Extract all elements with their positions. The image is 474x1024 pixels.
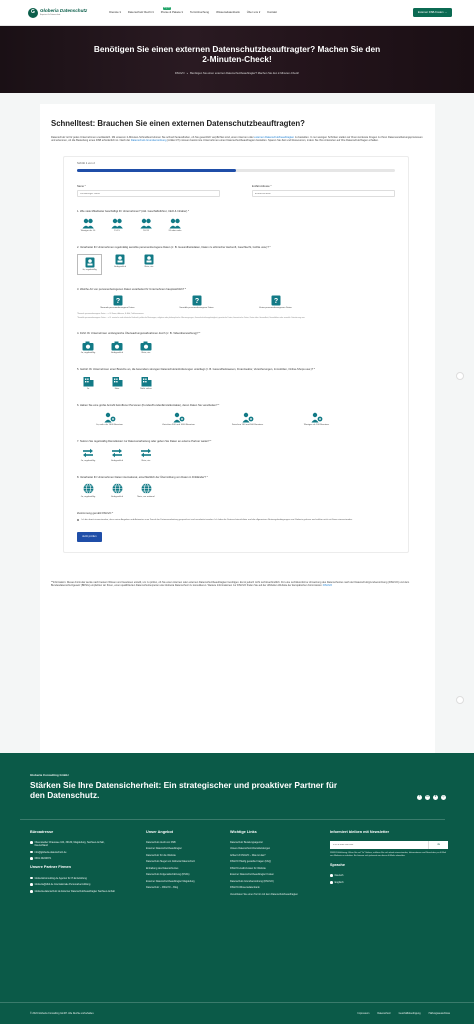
q5-option[interactable] <box>106 376 128 391</box>
question-1-text: 1. Wie viele Mitarbeiter beschäftigt Ihr Unternehmen? (inkl. Geschäftsführer, CEO & Inhaber) * <box>77 210 190 214</box>
q4-option[interactable] <box>106 340 128 355</box>
q3-option-label: Keine personenbezogenen Daten <box>259 307 292 310</box>
info-text <box>51 581 423 589</box>
name-label: Name * <box>77 184 86 188</box>
floating-action-button[interactable] <box>456 696 464 704</box>
q7-option-label: Gelegentlich <box>110 459 124 462</box>
question-6-text: 6. Haben Sie eine große Anzahl betroffener Personen (Kunden/Kunden/Einzelkontakte), deren Daten Sie verarbeiten? * <box>77 404 220 408</box>
q1-option-label: Weniger als 10 <box>80 229 96 232</box>
svg-text:?: ? <box>115 298 120 306</box>
q2-option-label: Nein, nie <box>144 265 154 268</box>
step-indicator: Schritt 1 von 2 <box>77 161 95 166</box>
q3-option-label: Normale personenbezogene Daten <box>100 307 135 310</box>
q3-note-normal: *Normale personenbezogene Daten – z. B. Name, Adresse, E-Mail, Telefonnummer. <box>77 313 144 316</box>
question-icon <box>112 295 124 306</box>
footer-bottom-bar <box>0 1002 474 1024</box>
users-gear-icon <box>173 412 185 423</box>
globe-icon <box>82 483 94 494</box>
question-7 <box>77 440 395 463</box>
q4-option-label: Nein, nie <box>141 352 151 355</box>
social-links <box>417 795 446 800</box>
mail-icon <box>30 851 33 854</box>
section-title: Schnelltest: Brauchen Sie einen externen Datenschutzbeauftragten? <box>51 119 305 128</box>
nav-badge: Angebot <box>163 6 171 9</box>
nav-preise-pakete[interactable] <box>160 6 183 15</box>
language-title: Sprache <box>330 862 345 867</box>
imprint-link[interactable]: Impressum <box>357 1011 370 1015</box>
submit-button[interactable]: Jetzt prüfen <box>77 532 102 542</box>
info-body: **Information: Dieses Formular wurde nach bestem Wissen und Gewissen erstellt, um zu prüfen, ob Sie einen internen oder externen Datenschutzbeauftragten benötigen. Es ist jedoch nicht rechtsverbindlich. Für eine rechtskonforme Umsetzung des Datenschutzes nach der Datenschutzgrundverordnung (DSGVO) und dem Bundesdatenschutzgesetz (BDSG) empfehlen wir Ihnen, einen qualifizierten Datenschutzexperten wie Globeria Datenschutz zu konsultieren. Weitere Informationen zur DSGVO finden Sie auf der offiziellen Website der Europäischen Kommission: <box>51 580 410 588</box>
q3-option-label: Sensible personenbezogene Daten <box>179 307 214 310</box>
q1-option-label: 11-15 <box>114 229 120 232</box>
question-8-text: 8. Verarbeitet Ihr Unternehmen Daten international, einschließlich der Übermittlung von Daten in Drittländer? * <box>77 475 208 479</box>
q4-option[interactable] <box>135 340 157 355</box>
q7-option[interactable] <box>77 448 99 463</box>
dsb-kosten-button[interactable]: Externer DSB-Kosten → <box>413 8 452 16</box>
offer-link[interactable]: Einhaltung des Datenschutzes <box>146 866 179 870</box>
partner-icon <box>30 883 33 886</box>
footer-link[interactable]: Unsere Datenschutz-Dienstleistungen <box>230 847 271 851</box>
q2-option[interactable] <box>77 254 102 275</box>
page-title: Benötigen Sie einen externen Datenschutzbeauftragter? Machen Sie den 2-Minuten-Check! <box>93 43 381 65</box>
q3-option[interactable] <box>243 295 308 310</box>
intro-part-2: zu bestellen. In nur wenigen Schritten stellen wir Ihnen konkrete Fragen zu Ihren Datenverarbeitungsprozessen und erkennen, ob die Bestellung eines DSB erforderlich ist. Nach der <box>51 135 423 143</box>
intro-link-dsgvo[interactable]: Datenschutz-Grundverordnung <box>130 139 167 143</box>
q2-option-label: Gelegentlich <box>113 265 127 268</box>
nav-ueber-uns[interactable]: Über uns ▾ <box>246 9 261 14</box>
logo-tagline: Experten für Datenschutz <box>40 14 61 17</box>
people-icon <box>111 218 123 229</box>
footer-tagline: Stärken Sie Ihre Datensicherheit: Ein strategischer und proaktiver Partner für den Datenschutz. <box>30 780 338 801</box>
linkedin-icon[interactable]: in <box>425 795 430 800</box>
consent-text: Ich bin damit einverstanden, dass meine Angaben und Antworten zum Zweck der Datenverarbeitung gespeichert und verarbeitet werden. Ich habe die Datenschutzrichtlinie und die allgemeinen Nutzungsbedingungen von Globeria gelesen und erkläre mich mit Ihnen einverstanden. <box>81 518 353 521</box>
badge-person-icon <box>114 254 126 265</box>
camera-icon <box>82 340 94 351</box>
svg-text:?: ? <box>194 298 199 306</box>
q1-option[interactable] <box>135 218 157 233</box>
footer-link[interactable]: Externer Datenschutzbeauftragter Kosten <box>230 873 274 877</box>
question-5 <box>77 368 395 391</box>
intro-link-dsb[interactable]: externen Datenschutzbeauftragten <box>254 135 295 139</box>
language-en[interactable]: Englisch <box>334 880 344 884</box>
intro-part-1: Datenschutz ist für jedes Unternehmen unerlässlich. Mit unserem 2-Minuten-Schnelltest können Sie schnell herausfinden, ob Sie gesetzlich verpflichtet sind, einen internen oder <box>51 135 255 139</box>
q8-option[interactable] <box>135 483 157 498</box>
info-link-dsgvo[interactable]: DSGVO <box>323 584 333 588</box>
people-icon <box>82 218 94 229</box>
newsletter-note: DSGVO-Erklärung: Wenn Sie auf "Ja" klicken, erklären Sie sich damit einverstanden, Informationen und Newsletter per E-Mail von Globeria zu erhalten. Sie können sich jederzeit von diesen E-Mails abmelden. <box>330 851 447 857</box>
q7-option-label: Ja, regelmäßig <box>80 459 96 462</box>
question-6 <box>77 404 395 427</box>
exchange-arrows-icon <box>111 448 123 459</box>
question-2 <box>77 246 395 275</box>
offer-link[interactable]: Datenschutz-Folgenabschätzung (DSFA) <box>146 873 190 877</box>
intro-text <box>51 136 423 144</box>
breadcrumb-separator: » <box>186 71 189 75</box>
q6-option[interactable] <box>284 412 349 427</box>
offer-link[interactable]: Externer Datenschutzbeauftragter Magdeburg <box>146 879 195 883</box>
building-icon <box>82 376 94 387</box>
q7-option[interactable] <box>135 448 157 463</box>
progress-fill <box>77 169 236 172</box>
q7-option-label: Nein, nie <box>141 459 151 462</box>
q7-option[interactable] <box>106 448 128 463</box>
footer-link[interactable]: Datenschutz Beratungsagentur <box>230 840 263 844</box>
office-title: Büroadresse <box>30 829 54 834</box>
q1-option-label: 20 oder mehr <box>168 229 182 232</box>
q8-option-label: Ja, regelmäßig <box>80 495 96 498</box>
offer-link[interactable]: Datenschutz für die Website <box>146 853 176 857</box>
footer-link[interactable]: Vereinbaren Sie einen Termin mit dem Datenschutzbeauftragten <box>230 892 298 896</box>
instagram-icon[interactable]: ◎ <box>441 795 446 800</box>
building-icon <box>140 376 152 387</box>
q3-option[interactable] <box>85 295 150 310</box>
q1-option[interactable] <box>164 218 186 233</box>
globe-logo-icon: G <box>28 8 38 18</box>
language-de[interactable]: Deutsch <box>334 874 344 878</box>
main-nav <box>109 6 277 15</box>
q8-option[interactable] <box>106 483 128 498</box>
question-7-text: 7. Nutzen Sie regelmäßig Dienstleister zur Datenverarbeitung oder geben Sie Daten an externe Partner weiter? * <box>77 439 212 443</box>
name-input[interactable] <box>77 190 220 197</box>
offer-link[interactable]: Externer Datenschutzbeauftragter <box>146 847 182 851</box>
question-4-text: 4. Führt Ihr Unternehmen umfangreiche Überwachungsmaßnahmen durch (z. B. Videoüberwachung)? * <box>77 332 201 336</box>
q4-option-label: Gelegentlich <box>110 352 124 355</box>
consent-title: Zustimmung gemäß DSGVO * <box>77 512 114 516</box>
footer-company: Globeria Consulting GmbH <box>30 773 69 777</box>
offer-title: Unser Angebot <box>146 829 174 834</box>
logo-name: Globeria Datenschutz <box>40 8 88 14</box>
question-8 <box>77 476 395 499</box>
q5-option[interactable] <box>77 376 99 391</box>
disclaimer-link[interactable]: Haftungsausschluss <box>428 1011 450 1015</box>
q1-option[interactable] <box>106 218 128 233</box>
q1-option[interactable] <box>77 218 99 233</box>
facebook-icon[interactable]: f <box>417 795 422 800</box>
q3-note-sensitive: *Sensible personenbezogene Daten – z. B. rassische und ethnische Herkunft, politische Meinungen, religiöse oder philosophische Überzeugungen, Gewerkschaftszugehörigkeit, genetische Daten, biometrische Daten, Daten über Gesundheit, Sexualleben oder sexuelle Orientierung usw. <box>77 316 305 319</box>
hero-banner <box>0 26 474 93</box>
question-icon <box>270 295 282 306</box>
floating-action-button[interactable] <box>456 372 464 380</box>
partner-icon <box>30 890 33 893</box>
partner-icon <box>30 877 33 880</box>
nav-kontakt[interactable]: Kontakt <box>267 9 277 14</box>
nav-dienste[interactable]: Dienste ▾ <box>109 9 121 14</box>
breadcrumb <box>175 72 299 76</box>
location-icon <box>30 841 33 844</box>
offer-link[interactable]: Datenschutz-Audit von DSB <box>146 840 176 844</box>
people-icon <box>169 218 181 229</box>
badge-person-icon <box>143 254 155 265</box>
question-3 <box>77 288 395 320</box>
question-4 <box>77 332 395 355</box>
globe-icon <box>111 483 123 494</box>
breadcrumb-home[interactable]: DSGVO <box>174 71 185 75</box>
q8-option-label: Gelegentlich <box>110 495 124 498</box>
offer-link[interactable]: Datenschutz – DSGVO – Blog <box>146 886 179 890</box>
copyright: © 2024 Globeria Consulting GmbH. Alle Rechte vorbehalten. <box>30 1011 95 1015</box>
q6-option[interactable] <box>146 412 211 427</box>
partner-link[interactable]: GloberiaConsulting.de Agentur für IT-Entwicklung <box>34 876 87 880</box>
q6-option-label: Ja, mehr als 1000 Benutzer <box>96 423 123 426</box>
q6-option-label: Zwischen 100 und 500 Benutzer <box>231 423 264 426</box>
office-email[interactable]: info@globeria-datenschutz.de <box>34 850 67 854</box>
users-gear-icon <box>242 412 254 423</box>
q5-option[interactable] <box>135 376 157 391</box>
q6-option-label: Zwischen 500 und 1000 Benutzer <box>162 423 195 426</box>
q1-option-label: 16-19 <box>143 229 149 232</box>
partners-title: Unsere Partner Firmen <box>30 865 71 870</box>
q5-option-label: Ja <box>86 388 90 391</box>
newsletter-title: Informiert bleiben mit Newsletter <box>330 829 390 834</box>
progress-bar <box>77 169 395 172</box>
q2-option-label: Ja, regelmäßig <box>82 268 97 271</box>
email-input[interactable] <box>252 190 395 197</box>
globe-icon <box>140 483 152 494</box>
question-3-text: 3. Welche Art von personenbezogenen Daten verarbeitet Ihr Unternehmen hauptsächlich? * <box>77 287 187 291</box>
question-5-text: 5. Gehört Ihr Unternehmen einer Branche an, die besonders strengen Datenschutzanforderungen unterliegt (z. B. Gesundheitswesen, Finanzsektor, Versicherungen, Immobilien, Online-Shops usw.)? * <box>77 368 315 372</box>
site-logo[interactable] <box>28 8 87 18</box>
footer-divider <box>20 819 445 820</box>
building-icon <box>111 376 123 387</box>
nav-terminbuchung[interactable]: Terminbuchung <box>189 9 210 14</box>
newsletter-submit-button[interactable]: Ja <box>428 841 448 849</box>
q5-option-label: Nein <box>114 388 120 391</box>
q6-option[interactable] <box>77 412 142 427</box>
camera-icon <box>111 340 123 351</box>
footer-link[interactable]: Artikel 13 DSGVO – Was ist das? <box>230 853 266 857</box>
nav-wissensdatenbank[interactable]: Wissensdatenbank <box>216 9 240 14</box>
consent-checkbox[interactable] <box>77 519 79 521</box>
footer-link[interactable]: DSGVO Häufig gestellte Fragen (FAQ) <box>230 860 272 864</box>
breadcrumb-current: Benötigen Sie einen externen Datenschutzbeauftragter? Machen Sie den 2-Minuten-Check! <box>190 71 300 75</box>
flag-de-icon <box>330 874 333 877</box>
footer-link[interactable]: Datenschutz-Grundverordnung (DSGVO) <box>230 879 274 883</box>
q6-option-label: Weniger als 100 Benutzer <box>303 423 330 426</box>
nav-datenschutz-recht[interactable]: Datenschutz Recht ▾ <box>127 9 154 14</box>
site-header <box>0 0 474 26</box>
footer-link[interactable]: DSGVO-Wissensdatenbank <box>230 886 260 890</box>
phone-icon <box>30 857 33 860</box>
consent-section <box>77 512 395 521</box>
main-content <box>40 104 435 754</box>
svg-text:?: ? <box>273 298 278 306</box>
q3-option[interactable] <box>164 295 229 310</box>
q2-option[interactable] <box>109 254 131 275</box>
footer-link[interactable]: DSGVO-Audit-Kosten für Website <box>230 866 266 870</box>
links-title: Wichtige Links <box>230 829 257 834</box>
q4-option-label: Ja, regelmäßig <box>80 352 96 355</box>
privacy-link[interactable]: Datenschutz <box>377 1011 391 1015</box>
q2-option[interactable] <box>138 254 160 275</box>
check-form <box>63 156 409 552</box>
intro-part-3: (Artikel 37) müssen bestimmte Unternehmen einen Datenschutzbeauftragten bestellen. Sparen Sie Zeit und Ressourcen, indem Sie Ihre Antworten auf Ihre Datenschutzfragen erhalten. <box>166 139 379 143</box>
nav-preise-label: Preise & Pakete ▾ <box>160 9 183 14</box>
q4-option[interactable] <box>77 340 99 355</box>
people-icon <box>140 218 152 229</box>
users-gear-icon <box>311 412 323 423</box>
badge-person-icon <box>84 257 96 268</box>
email-label: E-Mail-Adresse * <box>252 184 272 188</box>
partner-link[interactable]: Globeria@dbd.de Internationale Personalvermittlung <box>34 883 91 887</box>
q6-option[interactable] <box>215 412 280 427</box>
partner-link[interactable]: Globeria-datenschutz.de Externer Datenschutzbeauftragter Sachsen-Anhalt <box>34 889 115 893</box>
newsletter-email-input[interactable] <box>330 841 428 849</box>
q8-option-label: Nein, nur national <box>137 495 155 498</box>
flag-en-icon <box>330 881 333 884</box>
q8-option[interactable] <box>77 483 99 498</box>
site-footer <box>0 753 474 1024</box>
office-phone[interactable]: 0391 40220971 <box>34 857 52 861</box>
exchange-arrows-icon <box>140 448 152 459</box>
terms-link[interactable]: Geschäftsbedingung <box>398 1011 421 1015</box>
exchange-arrows-icon <box>82 448 94 459</box>
q5-option-label: Nicht sicher <box>140 388 152 391</box>
x-icon[interactable]: X <box>433 795 438 800</box>
camera-icon <box>140 340 152 351</box>
office-address: Olvenstedter Chaussee 104, 39130, Magdeburg, Sachsen-Anhalt, Deutschland <box>34 840 105 847</box>
question-icon <box>191 295 203 306</box>
users-gear-icon <box>104 412 116 423</box>
offer-link[interactable]: Datenschutz-Siegel von Globeria Datenschutz <box>146 860 195 864</box>
question-1 <box>77 210 395 233</box>
question-2-text: 2. Verarbeitet Ihr Unternehmen regelmäßig sensible personenbezogene Daten (z. B. Gesundheitsdaten, Daten zu ethnischer Herkunft, Geschlecht, Größe usw.)? * <box>77 245 271 249</box>
